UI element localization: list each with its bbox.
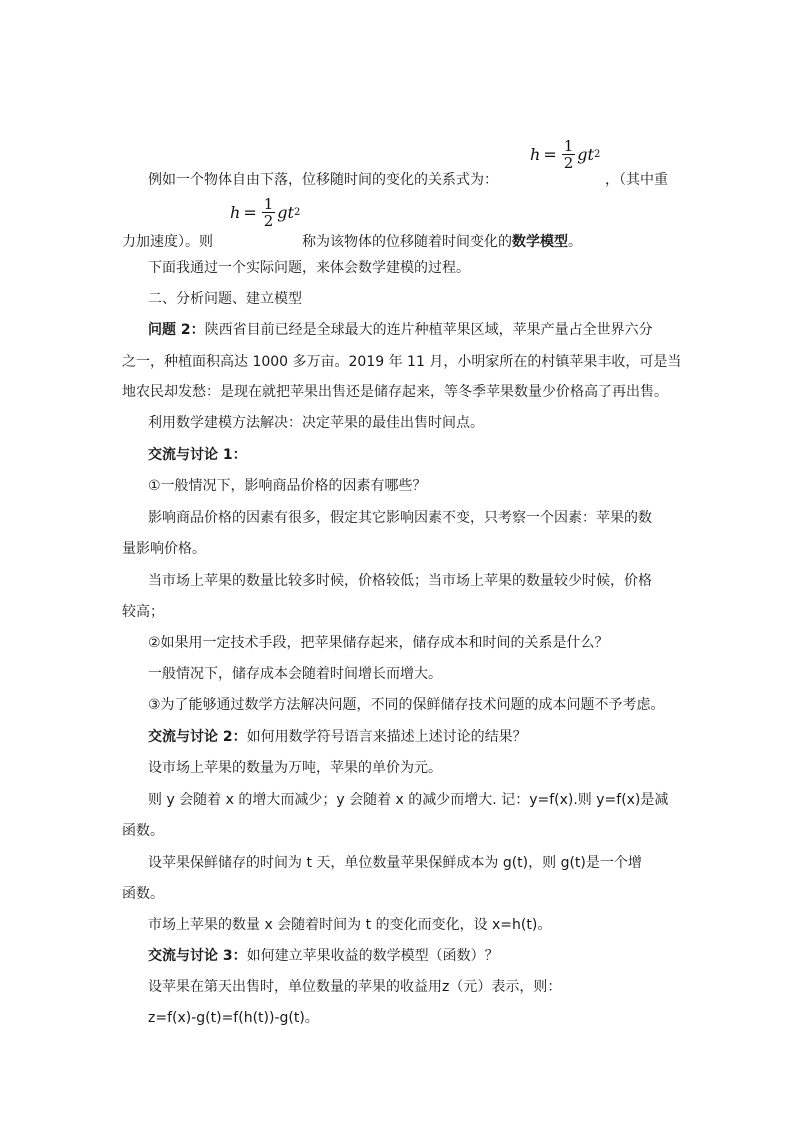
- paragraph-line: 利用数学建模方法解决：决定苹果的最佳出售时间点。: [148, 415, 484, 431]
- paragraph-line: 市场上苹果的数量 x 会随着时间为 t 的变化而变化，设 x=h(t)。: [148, 917, 552, 933]
- text-span: 称为该物体的位移随着时间变化的: [302, 234, 512, 250]
- formula-gt: gt: [577, 145, 594, 164]
- paragraph-line: ①一般情况下，影响商品价格的因素有哪些？: [148, 478, 427, 494]
- formula-denominator: 2: [263, 212, 274, 230]
- formula-eq: =: [543, 145, 557, 164]
- text-span: 陕西省目前已经是全球最大的连片种植苹果区域，苹果产量占全世界六分: [204, 322, 653, 338]
- formula-denominator: 2: [563, 154, 574, 172]
- formula-lhs: h: [530, 145, 541, 164]
- paragraph-line: 下面我通过一个实际问题，来体会数学建模的过程。: [148, 260, 470, 276]
- formula-exponent: 2: [593, 149, 601, 160]
- paragraph-line: [148, 727, 527, 747]
- paragraph-line: 量影响价格。: [122, 541, 206, 557]
- section-heading: 二、分析问题、建立模型: [148, 291, 302, 307]
- discussion-heading: 交流与讨论 3：: [148, 948, 247, 964]
- text-span: 。: [568, 234, 582, 250]
- paragraph-line: [148, 320, 653, 340]
- formula-gt: gt: [277, 203, 294, 222]
- paragraph-line: [302, 232, 582, 252]
- paragraph-line: ③为了能够通过数学方法解决问题，不同的保鲜储存技术问题的成本问题不予考虑。: [148, 697, 665, 713]
- paragraph-line: 较高；: [122, 604, 164, 620]
- paragraph-line: 设市场上苹果的数量为万吨，苹果的单价为元。: [148, 760, 442, 776]
- formula-numerator: 1: [263, 195, 274, 213]
- text-span: 例如一个物体自由下落，位移随时间的变化的关系式为：: [148, 172, 498, 188]
- paragraph-line: 设苹果保鲜储存的时间为 t 天，单位数量苹果保鲜成本为 g(t)，则 g(t)是一个增: [148, 855, 642, 871]
- paragraph-line: 函数。: [122, 823, 164, 839]
- text-span: 力加速度）。则: [122, 234, 213, 250]
- text-span: 如何用数学符号语言来描述上述讨论的结果？: [246, 729, 527, 745]
- paragraph-line: 影响商品价格的因素有很多，假定其它影响因素不变，只考察一个因素：苹果的数: [148, 510, 652, 526]
- paragraph-line: 之一，种植面积高达 1000 多万亩。2019 年 11 月，小明家所在的村镇苹果丰收，可是当: [122, 354, 682, 370]
- formula-numerator: 1: [563, 137, 574, 155]
- paragraph-line: 当市场上苹果的数量比较多时候，价格较低；当市场上苹果的数量较少时候，价格: [148, 573, 652, 589]
- paragraph-line: [148, 170, 498, 190]
- paragraph-line: 一般情况下，储存成本会随着时间增长而增大。: [148, 666, 442, 682]
- formula-lhs: h: [230, 203, 241, 222]
- paragraph-line: ②如果用一定技术手段，把苹果储存起来，储存成本和时间的关系是什么？: [148, 635, 609, 651]
- text-span: 如何建立苹果收益的数学模型（函数）？: [246, 948, 499, 964]
- text-span: ，（其中重: [605, 172, 668, 188]
- paragraph-line: [605, 170, 668, 190]
- paragraph-line: 设苹果在第天出售时，单位数量的苹果的收益用z（元）表示，则：: [148, 979, 562, 995]
- discussion-heading: 交流与讨论 2：: [148, 729, 247, 745]
- emphasis-text: 数学模型: [512, 234, 568, 250]
- formula-free-fall-1: [530, 138, 600, 171]
- paragraph-line: 函数。: [122, 886, 164, 902]
- formula-exponent: 2: [293, 207, 301, 218]
- question-label: 问题 2：: [148, 322, 205, 338]
- paragraph-line: [148, 946, 499, 966]
- formula-fraction: [562, 138, 576, 171]
- paragraph-line: 地农民却发愁：是现在就把苹果出售还是储存起来，等冬季苹果数量少价格高了再出售。: [122, 384, 668, 400]
- formula-fraction: [262, 196, 276, 229]
- formula-eq: =: [243, 203, 257, 222]
- paragraph-line: 则 y 会随着 x 的增大而减少；y 会随着 x 的减少而增大. 记：y=f(x).则 y=f(x)是减: [148, 792, 669, 808]
- formula-line: z=f(x)-g(t)=f(h(t))-g(t)。: [148, 1010, 319, 1026]
- discussion-heading: 交流与讨论 1：: [148, 447, 247, 463]
- paragraph-line: [122, 232, 213, 252]
- formula-free-fall-2: [230, 196, 300, 229]
